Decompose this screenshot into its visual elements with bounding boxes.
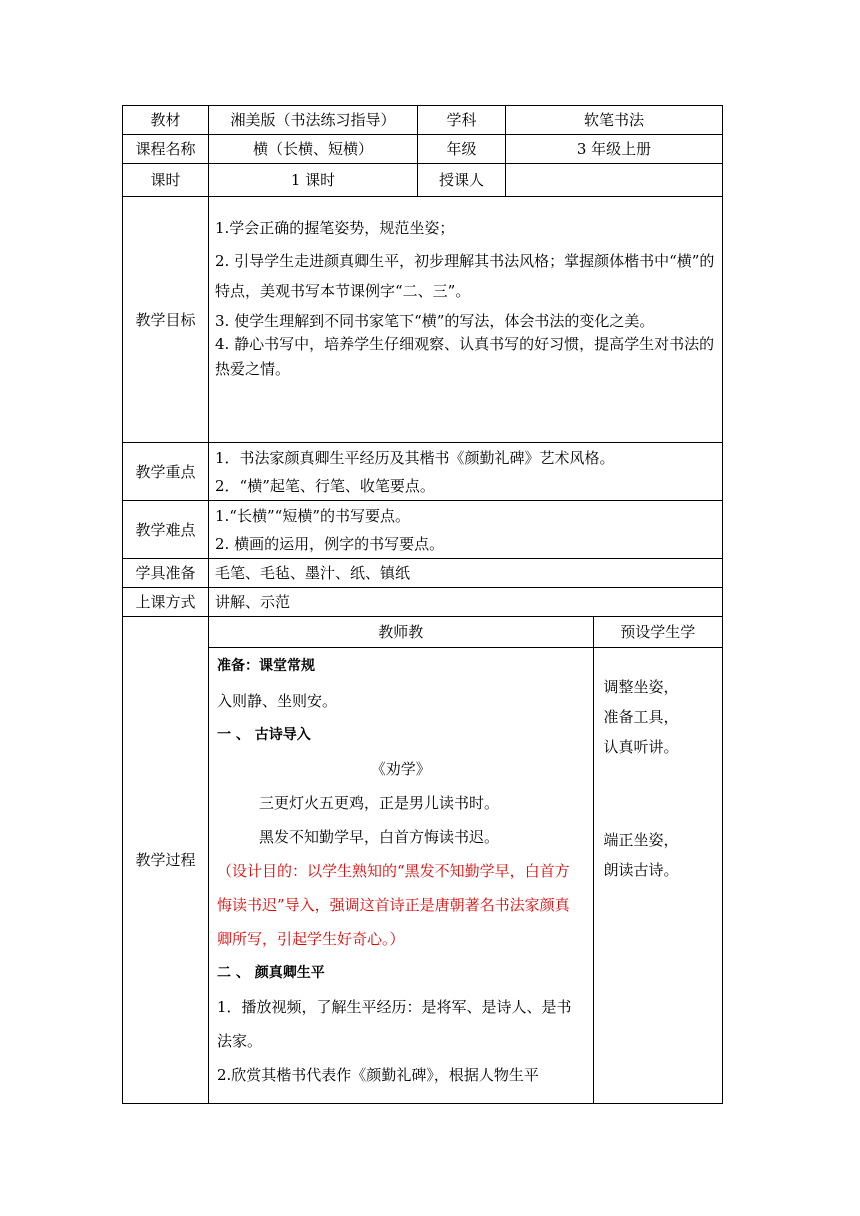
goal-item: 1.学会正确的握笔姿势，规范坐姿； <box>215 219 455 237</box>
row-tools <box>123 559 723 588</box>
label-tools: 学具准备 <box>123 559 209 588</box>
process-header <box>209 617 722 648</box>
student-column <box>593 648 722 1104</box>
student-activity: 认真听讲。 <box>603 738 679 756</box>
row-goals <box>123 197 723 443</box>
label-subject: 学科 <box>418 106 506 135</box>
keypoint-item: 1．书法家颜真卿生平经历及其楷书《颜勤礼碑》艺术风格。 <box>215 448 615 467</box>
label-grade: 年级 <box>418 135 506 164</box>
goals-content <box>209 197 723 443</box>
value-grade: 3 年级上册 <box>506 135 723 164</box>
process-content <box>209 617 723 1104</box>
student-activity: 调整坐姿， <box>603 678 679 696</box>
value-teacher <box>506 164 723 197</box>
section-2-text: 1．播放视频，了解生平经历：是将军、是诗人、是书法家。 <box>217 998 572 1050</box>
process-body <box>209 648 722 1104</box>
poem-title: 《劝学》 <box>370 760 431 778</box>
label-textbook: 教材 <box>123 106 209 135</box>
prep-text: 入则静、坐则安。 <box>217 692 338 710</box>
poem-line: 黑发不知勤学早，白首方悔读书迟。 <box>259 828 500 846</box>
col-student-heading: 预设学生学 <box>593 617 722 648</box>
student-activity: 准备工具， <box>603 708 679 726</box>
col-teacher-heading: 教师教 <box>209 617 593 648</box>
keypoints-content <box>209 443 723 501</box>
row-keypoints <box>123 443 723 501</box>
row-difficulties <box>123 501 723 559</box>
goal-item: 3. 使学生理解到不同书家笔下“横”的写法，体会书法的变化之美。 <box>215 312 655 330</box>
row-process <box>123 617 723 1104</box>
value-textbook: 湘美版（书法练习指导） <box>209 106 418 135</box>
value-tools: 毛笔、毛毡、墨汁、纸、镇纸 <box>209 559 723 588</box>
label-method: 上课方式 <box>123 588 209 617</box>
value-course-name: 横（长横、短横） <box>209 135 418 164</box>
poem-line: 三更灯火五更鸡，正是男儿读书时。 <box>259 794 500 812</box>
difficulty-item: 1.“长横”“短横”的书写要点。 <box>215 506 410 525</box>
section-1-title: 一 、 古诗导入 <box>217 727 311 743</box>
row-textbook <box>123 106 723 135</box>
label-goals: 教学目标 <box>123 197 209 443</box>
process-table <box>209 617 722 1103</box>
student-activity: 朗读古诗。 <box>603 861 679 879</box>
label-difficulties: 教学难点 <box>123 501 209 559</box>
keypoint-item: 2．“横”起笔、行笔、收笔要点。 <box>215 476 435 495</box>
label-course-name: 课程名称 <box>123 135 209 164</box>
label-process: 教学过程 <box>123 617 209 1104</box>
teacher-column <box>209 648 593 1104</box>
label-hours: 课时 <box>123 164 209 197</box>
section-2-text: 2.欣赏其楷书代表作《颜勤礼碑》，根据人物生平 <box>217 1066 539 1084</box>
row-hours <box>123 164 723 197</box>
row-course <box>123 135 723 164</box>
label-keypoints: 教学重点 <box>123 443 209 501</box>
section-2-title: 二 、 颜真卿生平 <box>217 965 325 981</box>
design-note: （设计目的：以学生熟知的“黑发不知勤学早，白首方悔读书迟”导入，强调这首诗正是唐朝著名书法家颜真卿所写，引起学生好奇心。） <box>217 862 570 948</box>
value-method: 讲解、示范 <box>209 588 723 617</box>
value-hours: 1 课时 <box>209 164 418 197</box>
goal-item: 4. 静心书写中，培养学生仔细观察、认真书写的好习惯，提高学生对书法的热爱之情。 <box>215 335 715 378</box>
difficulty-item: 2. 横画的运用，例字的书写要点。 <box>215 534 445 553</box>
label-teacher: 授课人 <box>418 164 506 197</box>
student-activity: 端正坐姿， <box>603 831 679 849</box>
goal-item: 2. 引导学生走进颜真卿生平，初步理解其书法风格；掌握颜体楷书中“横”的特点，美观书写本节课例字“二、三”。 <box>215 252 715 300</box>
difficulties-content <box>209 501 723 559</box>
lesson-plan-table <box>122 105 723 1104</box>
prep-title: 准备：课堂常规 <box>217 658 315 674</box>
value-subject: 软笔书法 <box>506 106 723 135</box>
row-method <box>123 588 723 617</box>
